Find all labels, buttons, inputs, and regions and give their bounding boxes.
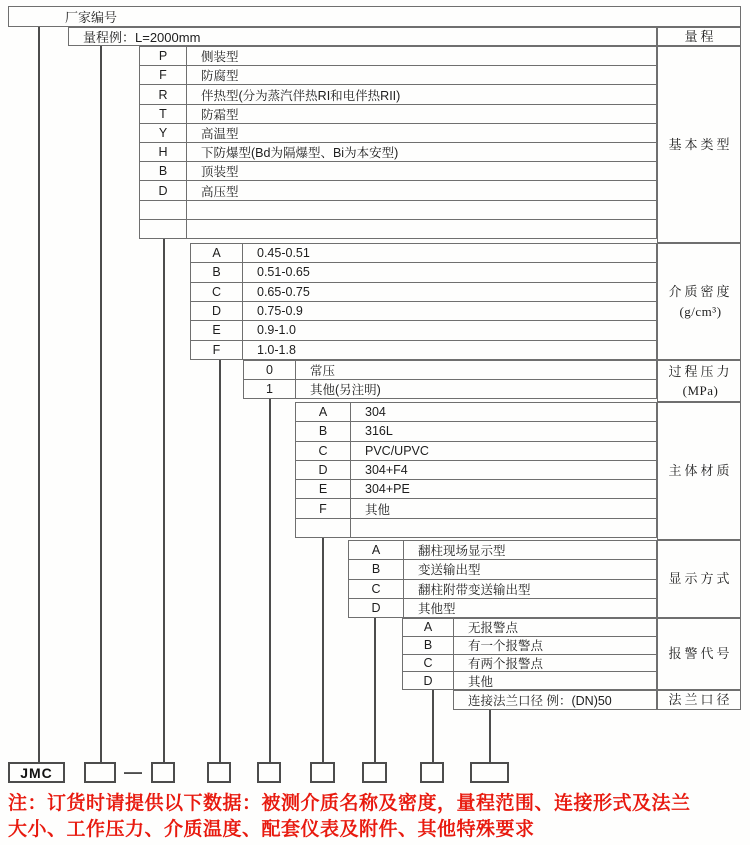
option-desc-cell: 连接法兰口径 例：(DN)50 — [468, 694, 612, 708]
table-row — [140, 142, 656, 161]
section-table-display — [348, 540, 657, 618]
code-cell: C — [349, 580, 404, 598]
code-cell: 1 — [244, 380, 296, 398]
table-row — [349, 541, 656, 559]
code-cell — [140, 201, 187, 219]
option-desc-cell: 翻柱附带变送输出型 — [418, 582, 531, 597]
table-row — [454, 691, 656, 709]
option-desc-cell: 316L — [365, 424, 393, 439]
code-cell: C — [191, 283, 243, 301]
option-desc-cell: 0.45-0.51 — [257, 246, 310, 261]
option-desc-cell — [351, 519, 656, 537]
section-label-density — [657, 243, 741, 360]
option-desc-cell: 其他 — [365, 502, 391, 517]
code-cell: D — [349, 599, 404, 617]
code-cell: R — [140, 85, 187, 103]
section-label-text: 法兰口径 — [668, 692, 733, 708]
code-cell: B — [296, 422, 351, 440]
section-label-material — [657, 402, 741, 540]
code-box — [420, 762, 444, 783]
option-desc-cell: 防腐型 — [201, 69, 239, 84]
connector-line — [163, 239, 165, 762]
table-row — [140, 104, 656, 123]
option-desc-cell: 有一个报警点 — [468, 639, 544, 654]
section-label-text: 介质密度 — [668, 284, 733, 299]
code-cell: B — [403, 637, 454, 654]
table-row — [349, 559, 656, 578]
table-row — [403, 619, 656, 636]
option-desc-cell — [187, 201, 656, 219]
section-table-pressure — [243, 360, 657, 399]
section-table-alarm — [402, 618, 657, 690]
connector-line — [100, 46, 102, 762]
code-cell — [296, 519, 351, 537]
option-desc-cell: 翻柱现场显示型 — [418, 544, 506, 559]
table-row — [296, 518, 656, 537]
option-desc-cell: 侧装型 — [201, 50, 239, 65]
section-table-density — [190, 243, 657, 360]
code-box — [310, 762, 335, 783]
section-label-unit: (MPa) — [682, 383, 719, 398]
table-row — [140, 219, 656, 238]
section-label-text: 报警代号 — [668, 646, 733, 662]
connector-line — [219, 360, 221, 762]
table-row — [140, 84, 656, 103]
option-desc-cell: 常压 — [310, 364, 336, 378]
option-desc-cell: 高温型 — [201, 126, 239, 141]
option-desc-cell: 其他(另注明) — [310, 383, 381, 397]
section-table-flange — [453, 690, 657, 710]
code-cell: H — [140, 143, 187, 161]
table-row — [140, 200, 656, 219]
option-desc-cell: 下防爆型(Bd为隔爆型、Bi为本安型) — [201, 146, 399, 161]
table-row — [403, 654, 656, 672]
section-label-text: 基本类型 — [668, 136, 733, 152]
table-row — [296, 460, 656, 479]
option-desc-cell: 1.0-1.8 — [257, 342, 296, 357]
section-label-range — [657, 27, 741, 46]
code-cell: F — [296, 499, 351, 517]
model-prefix-box: JMC — [8, 762, 65, 783]
code-cell: D — [403, 672, 454, 689]
option-desc-cell: 304+PE — [365, 482, 410, 497]
table-row — [191, 340, 656, 359]
section-label-flange — [657, 690, 741, 710]
section-label-unit: (g/cm³) — [679, 303, 722, 319]
manufacturer-number-row — [8, 6, 741, 27]
code-box — [257, 762, 281, 783]
option-desc-cell: 高压型 — [201, 184, 239, 199]
code-cell: C — [296, 442, 351, 460]
connector-line — [432, 690, 434, 762]
section-label-pressure — [657, 360, 741, 402]
table-row — [140, 47, 656, 65]
range-example-label: 量程例：L=2000mm — [83, 30, 201, 45]
code-cell: A — [349, 541, 404, 559]
code-cell: B — [140, 162, 187, 180]
separator-dash: — — [124, 762, 142, 782]
code-cell: Y — [140, 124, 187, 142]
section-label-text: 主体材质 — [668, 463, 733, 479]
table-row — [244, 379, 656, 398]
section-table-basic_type — [139, 46, 657, 239]
option-desc-cell: 0.65-0.75 — [257, 284, 310, 299]
section-label-display — [657, 540, 741, 618]
code-cell: E — [296, 480, 351, 498]
option-desc-cell: 变送输出型 — [418, 563, 481, 578]
table-row — [296, 479, 656, 498]
table-row — [403, 671, 656, 689]
table-row — [349, 579, 656, 598]
table-row — [140, 180, 656, 199]
section-label-text: 过程压力 — [668, 363, 733, 379]
section-label-basic_type — [657, 46, 741, 243]
option-desc-cell: 有两个报警点 — [468, 656, 544, 671]
option-desc-cell: 伴热型(分为蒸汽伴热RI和电伴热RII) — [201, 88, 401, 103]
code-box — [207, 762, 231, 783]
table-row — [403, 636, 656, 654]
table-row — [191, 282, 656, 301]
table-row — [296, 498, 656, 517]
order-note-line-2: 大小、工作压力、介质温度、配套仪表及附件、其他特殊要求 — [8, 819, 535, 840]
option-desc-cell: 304+F4 — [365, 462, 408, 477]
code-cell: F — [140, 66, 187, 84]
table-row — [140, 123, 656, 142]
option-desc-cell: 其他 — [468, 674, 494, 689]
manufacturer-number-label: 厂家编号 — [65, 10, 118, 25]
code-box — [362, 762, 387, 783]
table-row — [140, 161, 656, 180]
range-example-row — [68, 27, 657, 46]
table-row — [191, 320, 656, 339]
code-cell: P — [140, 47, 187, 65]
table-row — [191, 244, 656, 262]
section-label-text: 量程 — [684, 28, 717, 44]
code-cell: A — [296, 403, 351, 421]
option-desc-cell: 0.51-0.65 — [257, 265, 310, 280]
option-desc-cell: 顶装型 — [201, 165, 239, 180]
code-cell: D — [296, 461, 351, 479]
code-cell: E — [191, 321, 243, 339]
code-cell: D — [140, 181, 187, 199]
option-desc-cell: 304 — [365, 405, 386, 420]
code-box — [151, 762, 175, 783]
code-cell: A — [191, 244, 243, 262]
option-desc-cell: 其他型 — [418, 601, 456, 616]
code-cell: B — [349, 560, 404, 578]
code-cell: F — [191, 341, 243, 359]
section-label-alarm — [657, 618, 741, 690]
code-cell — [140, 220, 187, 238]
option-desc-cell: 0.75-0.9 — [257, 304, 303, 319]
table-row — [191, 262, 656, 281]
table-row — [296, 421, 656, 440]
table-row — [244, 361, 656, 379]
table-row — [296, 441, 656, 460]
section-table-material — [295, 402, 657, 538]
section-label-text: 显示方式 — [668, 571, 733, 587]
connector-line — [374, 618, 376, 762]
code-cell: C — [403, 655, 454, 672]
code-cell: T — [140, 105, 187, 123]
table-row — [296, 403, 656, 421]
table-row — [191, 301, 656, 320]
option-desc-cell: 无报警点 — [468, 621, 519, 636]
option-desc-cell: 防霜型 — [201, 107, 239, 122]
option-desc-cell — [187, 220, 656, 238]
table-row — [349, 598, 656, 617]
code-cell: 0 — [244, 361, 296, 379]
option-desc-cell: 0.9-1.0 — [257, 323, 296, 338]
connector-line — [269, 399, 271, 762]
connector-line — [322, 538, 324, 762]
connector-line — [38, 27, 40, 762]
option-desc-cell: PVC/UPVC — [365, 443, 429, 458]
table-row — [140, 65, 656, 84]
order-note-line-1: 注：订货时请提供以下数据：被测介质名称及密度，量程范围、连接形式及法兰 — [8, 793, 691, 814]
code-cell: D — [191, 302, 243, 320]
code-box — [84, 762, 116, 783]
connector-line — [489, 710, 491, 762]
code-cell: B — [191, 263, 243, 281]
code-cell: A — [403, 619, 454, 636]
code-box — [470, 762, 509, 783]
